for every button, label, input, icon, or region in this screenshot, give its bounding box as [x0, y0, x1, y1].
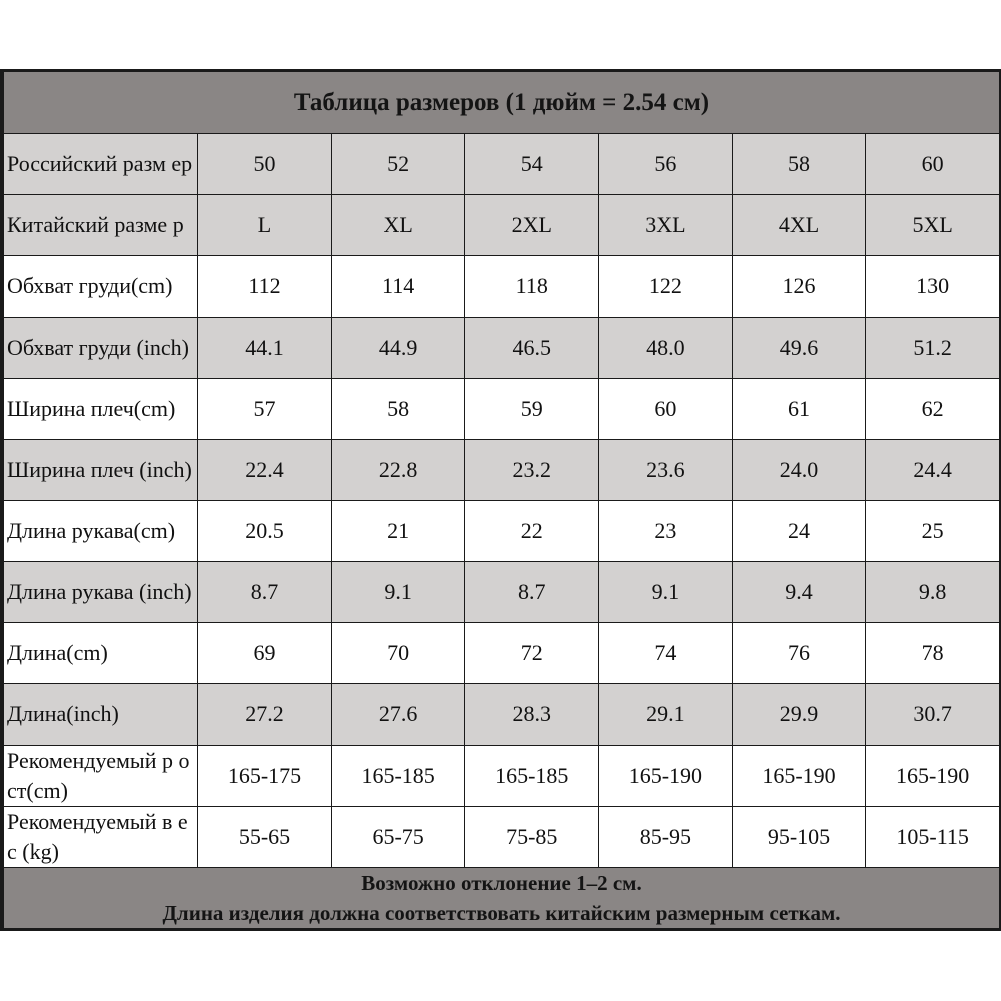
- table-row-shoulder-cm: [4, 378, 1000, 439]
- cell: 20.5: [198, 500, 332, 561]
- cell: 72: [465, 623, 599, 684]
- cell: 30.7: [866, 684, 1000, 745]
- cell: 76: [732, 623, 866, 684]
- cell: 118: [465, 256, 599, 317]
- row-label: Длина(inch): [4, 684, 198, 745]
- size-table: [3, 71, 1000, 929]
- row-label: Рекомендуемый р ост(cm): [4, 745, 198, 806]
- cell: 60: [866, 134, 1000, 195]
- cell: 75-85: [465, 806, 599, 867]
- row-label: Рекомендуемый в ес (kg): [4, 806, 198, 867]
- cell: 95-105: [732, 806, 866, 867]
- cell: 59: [465, 378, 599, 439]
- cell: 69: [198, 623, 332, 684]
- cell: 27.6: [331, 684, 465, 745]
- cell: 62: [866, 378, 1000, 439]
- notes-cell: [4, 867, 1000, 928]
- table-row-sleeve-cm: [4, 500, 1000, 561]
- cell: 46.5: [465, 317, 599, 378]
- row-label: Обхват груди (inch): [4, 317, 198, 378]
- cell: 2XL: [465, 195, 599, 256]
- cell: 22.8: [331, 439, 465, 500]
- cell: 57: [198, 378, 332, 439]
- cell: 78: [866, 623, 1000, 684]
- cell: 9.1: [331, 562, 465, 623]
- cell: XL: [331, 195, 465, 256]
- table-title: Таблица размеров (1 дюйм = 2.54 см): [4, 72, 1000, 134]
- table-row-sleeve-inch: [4, 562, 1000, 623]
- table-row-length-cm: [4, 623, 1000, 684]
- cell: 24.0: [732, 439, 866, 500]
- cell: 25: [866, 500, 1000, 561]
- cell: 28.3: [465, 684, 599, 745]
- cell: 49.6: [732, 317, 866, 378]
- cell: 165-175: [198, 745, 332, 806]
- cell: 51.2: [866, 317, 1000, 378]
- cell: 58: [331, 378, 465, 439]
- cell: 126: [732, 256, 866, 317]
- cell: L: [198, 195, 332, 256]
- cell: 52: [331, 134, 465, 195]
- cell: 9.4: [732, 562, 866, 623]
- note-chinese-sizes: Длина изделия должна соответствовать китайским размерным сеткам.: [162, 900, 841, 925]
- cell: 105-115: [866, 806, 1000, 867]
- cell: 114: [331, 256, 465, 317]
- cell: 29.9: [732, 684, 866, 745]
- cell: 8.7: [465, 562, 599, 623]
- cell: 85-95: [599, 806, 733, 867]
- cell: 54: [465, 134, 599, 195]
- cell: 5XL: [866, 195, 1000, 256]
- cell: 23: [599, 500, 733, 561]
- notes-row: [4, 867, 1000, 928]
- cell: 29.1: [599, 684, 733, 745]
- cell: 60: [599, 378, 733, 439]
- cell: 22: [465, 500, 599, 561]
- row-label: Обхват груди(cm): [4, 256, 198, 317]
- cell: 3XL: [599, 195, 733, 256]
- cell: 24.4: [866, 439, 1000, 500]
- row-label: Ширина плеч(cm): [4, 378, 198, 439]
- table-row-recommended-weight: [4, 806, 1000, 867]
- cell: 130: [866, 256, 1000, 317]
- table-row-russian-size: [4, 134, 1000, 195]
- cell: 24: [732, 500, 866, 561]
- row-label: Китайский разме р: [4, 195, 198, 256]
- cell: 9.1: [599, 562, 733, 623]
- cell: 44.9: [331, 317, 465, 378]
- row-label: Длина(cm): [4, 623, 198, 684]
- cell: 23.2: [465, 439, 599, 500]
- cell: 48.0: [599, 317, 733, 378]
- cell: 70: [331, 623, 465, 684]
- cell: 27.2: [198, 684, 332, 745]
- cell: 4XL: [732, 195, 866, 256]
- title-row: [4, 72, 1000, 134]
- cell: 21: [331, 500, 465, 561]
- cell: 23.6: [599, 439, 733, 500]
- table-row-chest-cm: [4, 256, 1000, 317]
- cell: 56: [599, 134, 733, 195]
- table-row-chinese-size: [4, 195, 1000, 256]
- table-row-length-inch: [4, 684, 1000, 745]
- cell: 112: [198, 256, 332, 317]
- cell: 61: [732, 378, 866, 439]
- cell: 8.7: [198, 562, 332, 623]
- cell: 74: [599, 623, 733, 684]
- cell: 122: [599, 256, 733, 317]
- cell: 58: [732, 134, 866, 195]
- cell: 50: [198, 134, 332, 195]
- cell: 165-185: [465, 745, 599, 806]
- cell: 55-65: [198, 806, 332, 867]
- row-label: Длина рукава(cm): [4, 500, 198, 561]
- cell: 44.1: [198, 317, 332, 378]
- cell: 165-190: [732, 745, 866, 806]
- cell: 165-185: [331, 745, 465, 806]
- table-row-chest-inch: [4, 317, 1000, 378]
- cell: 165-190: [866, 745, 1000, 806]
- size-chart: [0, 69, 1001, 931]
- note-deviation: Возможно отклонение 1–2 см.: [361, 870, 642, 895]
- row-label: Российский разм ер: [4, 134, 198, 195]
- cell: 165-190: [599, 745, 733, 806]
- table-row-shoulder-inch: [4, 439, 1000, 500]
- cell: 22.4: [198, 439, 332, 500]
- row-label: Длина рукава (inch): [4, 562, 198, 623]
- table-row-recommended-height: [4, 745, 1000, 806]
- cell: 65-75: [331, 806, 465, 867]
- row-label: Ширина плеч (inch): [4, 439, 198, 500]
- cell: 9.8: [866, 562, 1000, 623]
